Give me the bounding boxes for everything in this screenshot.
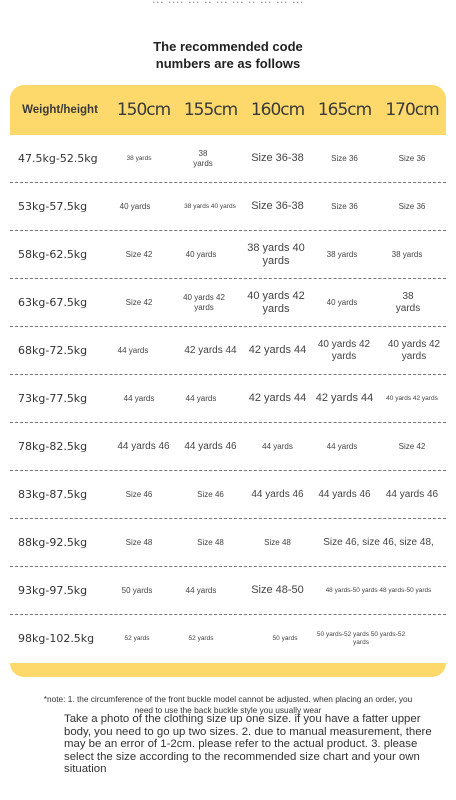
- table-row: [10, 615, 446, 663]
- weight-cell: 73kg-77.5kg: [18, 392, 88, 406]
- title-line-1: The recommended code: [153, 39, 303, 54]
- size-cell: 44 yards 46: [184, 441, 237, 452]
- size-cell: Size 48: [125, 538, 153, 548]
- size-cell: 50 yards: [272, 635, 298, 643]
- size-cell: 44 yards 46: [251, 489, 304, 500]
- weight-cell: 88kg-92.5kg: [18, 536, 88, 550]
- size-cell: 38 yards: [193, 149, 213, 168]
- size-cell: 40 yards: [119, 202, 151, 212]
- table-row: [10, 327, 446, 375]
- header-150cm: 150cm: [116, 100, 171, 120]
- size-cell: 42 yards 44: [184, 345, 237, 356]
- table-row: [10, 231, 446, 279]
- table-row: [10, 375, 446, 423]
- size-cell: 40 yards 42 yards: [386, 395, 438, 403]
- weight-cell: 98kg-102.5kg: [18, 632, 95, 646]
- size-cell: 50 yards-52 yards 50 yards-52 yards: [316, 631, 406, 646]
- size-cell: 44 yards: [185, 586, 217, 596]
- size-cell: Size 36: [398, 202, 426, 212]
- size-cell: 44 yards 46: [318, 489, 371, 500]
- size-cell: Size 48-50: [251, 584, 304, 597]
- size-cell: 42 yards 44: [248, 392, 307, 405]
- size-cell: Size 36-38: [251, 152, 304, 165]
- footnote-body: Take a photo of the clothing size up one size. if you have a fatter upper body, you need to go up two sizes. 2. due to manual measurement, there may be an error of 1-2cm. please refer to the actual product. 3. please select the size according to the recommended size chart and your own situation: [64, 713, 432, 775]
- size-cell: 38 yards: [126, 155, 152, 163]
- size-cell: 40 yards 42 yards: [387, 339, 441, 362]
- size-cell: Size 36: [331, 202, 358, 212]
- size-cell: 52 yards: [124, 635, 150, 643]
- size-cell: Size 48: [264, 538, 291, 548]
- size-cell: 38 yards: [395, 291, 421, 314]
- size-cell: 44 yards 46: [117, 441, 170, 452]
- size-cell: 40 yards: [326, 298, 358, 308]
- header-170cm: 170cm: [385, 100, 439, 120]
- size-cell: 44 yards: [117, 346, 149, 356]
- size-cell: 44 yards: [262, 442, 293, 452]
- size-cell: 44 yards 46: [385, 489, 439, 500]
- size-cell: 40 yards 42 yards: [317, 339, 371, 362]
- size-cell: Size 48: [197, 538, 224, 548]
- size-cell: 48 yards-50 yards 48 yards-50 yards: [325, 587, 432, 595]
- header-160cm: 160cm: [250, 100, 305, 120]
- size-cell: 42 yards 44: [248, 344, 307, 357]
- size-cell: 40 yards 42 yards: [183, 293, 225, 312]
- size-cell: 40 yards: [185, 250, 217, 260]
- table-row: [10, 183, 446, 231]
- title-line-2: numbers are as follows: [155, 56, 301, 71]
- size-cell: 52 yards: [188, 635, 214, 643]
- size-cell: 38 yards: [391, 250, 423, 260]
- weight-cell: 93kg-97.5kg: [18, 584, 88, 598]
- table-row: [10, 519, 446, 567]
- size-cell: 38 yards: [326, 250, 358, 260]
- size-cell: Size 46, size 46, size 48,: [323, 537, 434, 548]
- size-cell: Size 42: [398, 442, 426, 452]
- weight-cell: 47.5kg-52.5kg: [18, 152, 98, 166]
- size-cell: 44 yards: [123, 394, 155, 404]
- size-cell: Size 36: [331, 154, 358, 164]
- table-row: [10, 471, 446, 519]
- size-cell: Size 46: [197, 490, 224, 500]
- weight-cell: 68kg-72.5kg: [18, 344, 88, 358]
- page-title: [0, 38, 456, 72]
- table-row: [10, 135, 446, 183]
- size-cell: Size 36: [398, 154, 426, 164]
- header-weight-height: Weight/height: [22, 104, 98, 116]
- weight-cell: 63kg-67.5kg: [18, 296, 88, 310]
- size-cell: 40 yards 42 yards: [247, 289, 305, 315]
- table-row: [10, 423, 446, 471]
- size-cell: Size 42: [125, 250, 153, 260]
- size-cell: 50 yards: [121, 586, 153, 596]
- size-cell: 38 yards 40 yards: [184, 203, 236, 211]
- table-row: [10, 567, 446, 615]
- header-155cm: 155cm: [183, 100, 238, 120]
- weight-cell: 78kg-82.5kg: [18, 440, 88, 454]
- size-cell: 38 yards 40 yards: [247, 241, 305, 267]
- weight-cell: 58kg-62.5kg: [18, 248, 88, 262]
- size-cell: 42 yards 44: [315, 392, 374, 405]
- table-body: [10, 135, 446, 663]
- table-row: [10, 279, 446, 327]
- weight-cell: 53kg-57.5kg: [18, 200, 88, 214]
- size-cell: Size 42: [125, 298, 153, 308]
- size-cell: Size 46: [125, 490, 153, 500]
- table-header: [10, 85, 446, 135]
- size-cell: Size 36-38: [251, 200, 304, 213]
- footnote-line-1: *note: 1. the circumference of the front buckle model cannot be adjusted. when placing an order, you: [43, 694, 413, 704]
- header-165cm: 165cm: [317, 100, 372, 120]
- cropped-top-text: ··· ···· ··· ·· ··· ··· ·· ··· ··· ···: [152, 0, 304, 9]
- size-cell: 44 yards: [326, 442, 358, 452]
- footnote-line-2: need to use the back buckle style you usually wear: [134, 705, 322, 715]
- weight-cell: 83kg-87.5kg: [18, 488, 88, 502]
- size-cell: 44 yards: [185, 394, 217, 404]
- size-chart-panel: [10, 85, 446, 677]
